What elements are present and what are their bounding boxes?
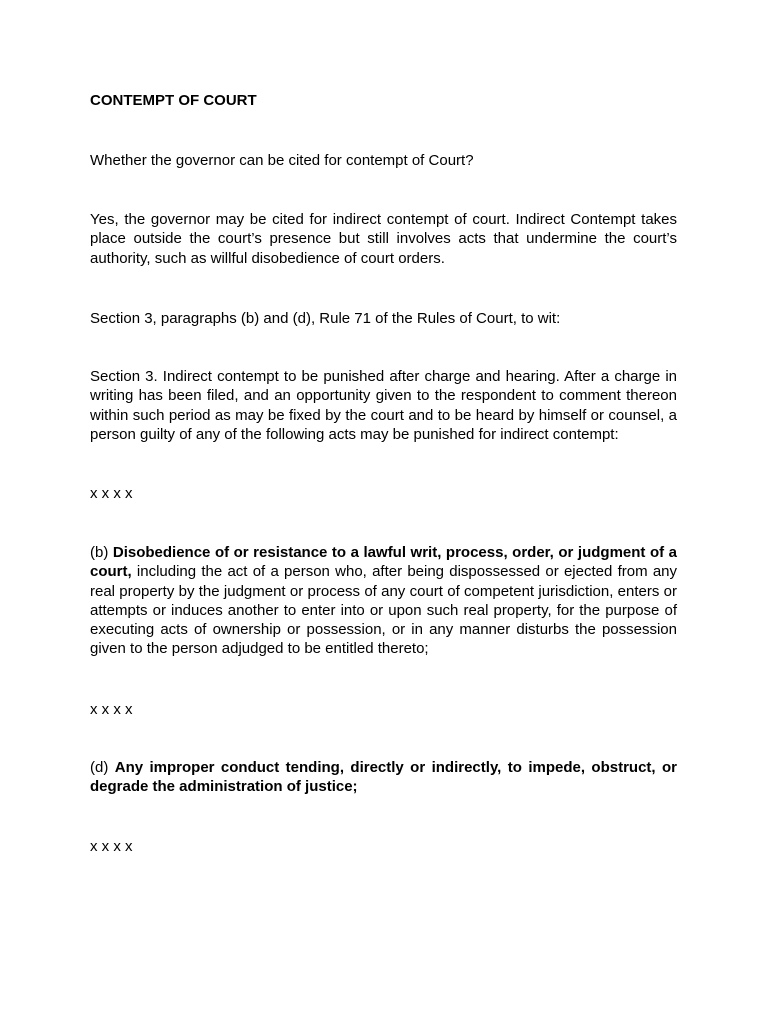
document-title: CONTEMPT OF COURT: [90, 92, 257, 109]
omission-marker: x x x x: [90, 485, 133, 502]
paragraph-d: [90, 758, 677, 797]
answer-paragraph: Yes, the governor may be cited for indirect contempt of court. Indirect Contempt takes place outside the court’s presence but still involves acts that undermine the court’s authority, such as willful disobedience of court orders.: [90, 211, 677, 267]
paragraph-b: [90, 543, 677, 659]
paragraph-b-bold-text: Disobedience of or resistance to a lawful writ, process, order, or judgment of a court,: [90, 544, 677, 581]
paragraph-d-prefix: (d): [90, 759, 115, 776]
question-paragraph: Whether the governor can be cited for contempt of Court?: [90, 152, 474, 169]
section-text-paragraph: Section 3. Indirect contempt to be punished after charge and hearing. After a charge in writing has been filed, and an opportunity given to the respondent to comment thereon within such period as may be fixed by the court and to be heard by himself or counsel, a person guilty of any of the following acts may be punished for indirect contempt:: [90, 368, 677, 443]
paragraph-b-prefix: (b): [90, 544, 113, 561]
omission-marker: x x x x: [90, 838, 133, 855]
paragraph-b-text: including the act of a person who, after being dispossessed or ejected from any real property by the judgment or process of any court of competent jurisdiction, enters or attempts or induces another to enter into or upon such real property, for the purpose of executing acts of ownership or possession, or in any manner disturbs the possession given to the person adjudged to be entitled thereto;: [90, 563, 677, 658]
section-reference-paragraph: Section 3, paragraphs (b) and (d), Rule 71 of the Rules of Court, to wit:: [90, 310, 561, 327]
paragraph-d-bold-text: Any improper conduct tending, directly or indirectly, to impede, obstruct, or degrade the administration of justice;: [90, 759, 678, 796]
omission-marker: x x x x: [90, 701, 133, 718]
